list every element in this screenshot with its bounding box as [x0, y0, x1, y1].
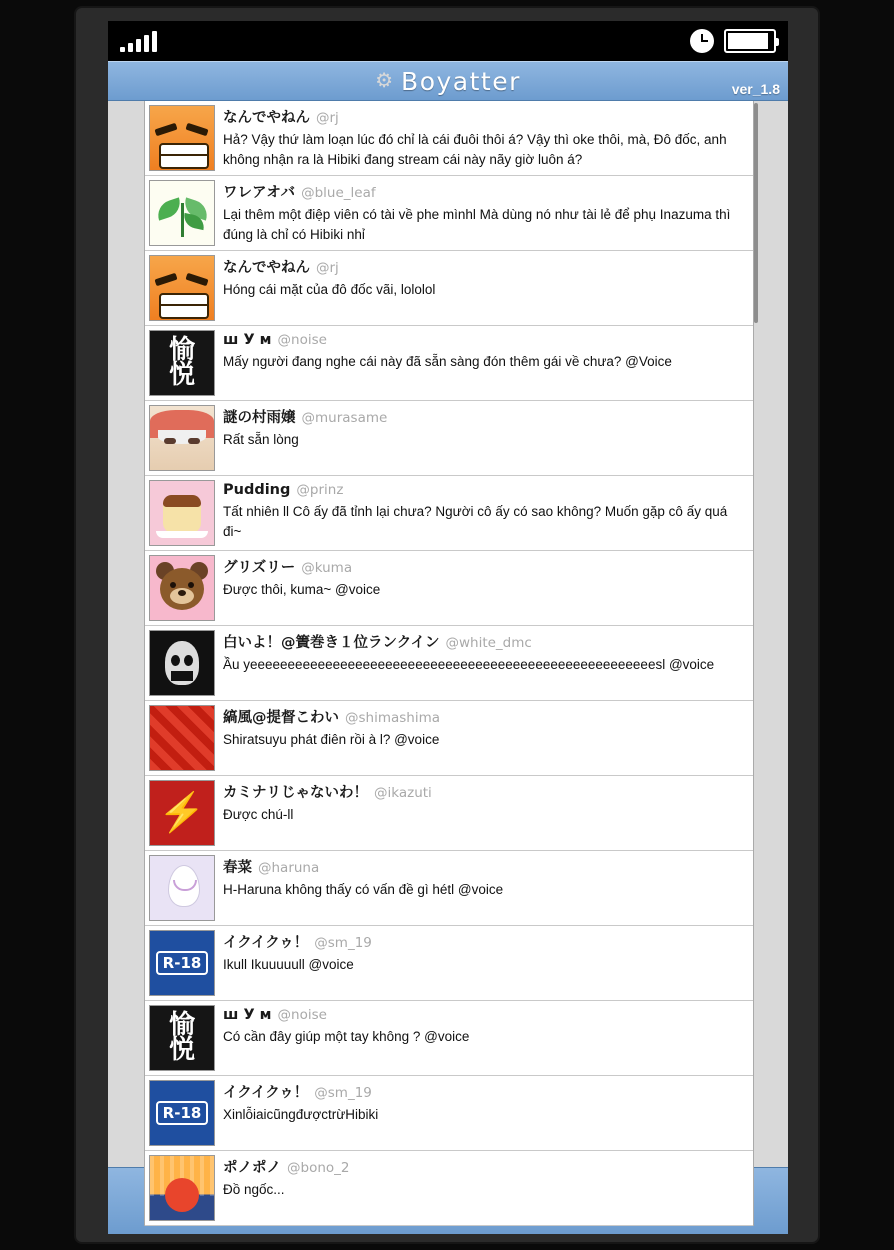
app-version-label: ver_1.8: [731, 81, 780, 97]
phone-device: [76, 8, 818, 1242]
tweet-body: [223, 630, 749, 696]
tweet-text: Được chú-ll: [223, 807, 294, 822]
r18-badge-avatar[interactable]: R-18: [149, 1080, 215, 1146]
tweet-author-handle[interactable]: @white_dmc: [445, 635, 532, 651]
clock-icon: [690, 29, 714, 53]
r18-badge-avatar[interactable]: R-18: [149, 930, 215, 996]
app-header: [108, 61, 788, 101]
tweet-author-name[interactable]: ポノポノ: [223, 1160, 281, 1176]
egg-avatar[interactable]: [149, 855, 215, 921]
tweet-header: [223, 631, 749, 652]
tweet-header: [223, 1081, 749, 1102]
status-bar: [108, 21, 788, 61]
kanji-yuetsu-avatar[interactable]: 愉 悦: [149, 1005, 215, 1071]
tweet-author-handle[interactable]: @noise: [277, 1007, 327, 1023]
tweet-header: [223, 1006, 749, 1024]
timeline-feed[interactable]: [108, 101, 788, 1197]
tweet-header: [223, 1156, 749, 1177]
tweet-text: Ikull Ikuuuuull @voice: [223, 957, 354, 972]
tweet-body: [223, 1155, 749, 1221]
angry-orange-face-avatar[interactable]: [149, 105, 215, 171]
tweet-author-name[interactable]: 縞風@提督こわい: [223, 710, 339, 726]
tweet-item[interactable]: [145, 1076, 753, 1151]
tweet-item[interactable]: [145, 176, 753, 251]
kanji-yuetsu-avatar[interactable]: 愉 悦: [149, 330, 215, 396]
app-title: Boyatter: [401, 66, 521, 96]
tweet-text: Mấy người đang nghe cái này đã sẵn sàng đón thêm gái về chưa? @Voice: [223, 354, 672, 369]
tweet-text: H-Haruna không thấy có vấn đề gì hétl @voice: [223, 882, 504, 897]
tweet-body: [223, 930, 749, 996]
tweet-author-name[interactable]: 謎の村雨嬢: [223, 410, 296, 426]
tweet-author-handle[interactable]: @rj: [316, 260, 339, 276]
gear-icon[interactable]: ⚙: [375, 70, 394, 92]
tweet-author-handle[interactable]: @shimashima: [345, 710, 441, 726]
tweet-item[interactable]: [145, 476, 753, 551]
tweet-author-name[interactable]: Pudding: [223, 482, 291, 498]
pudding-avatar[interactable]: [149, 480, 215, 546]
bear-avatar[interactable]: [149, 555, 215, 621]
tweet-header: [223, 856, 749, 877]
tweet-text: Rất sẵn lòng: [223, 432, 299, 447]
tweet-body: [223, 180, 749, 246]
tweet-author-name[interactable]: イクイクゥ！: [223, 1085, 309, 1101]
tweet-header: [223, 331, 749, 349]
tweet-author-handle[interactable]: @murasame: [301, 410, 388, 426]
phone-screen: [108, 21, 788, 1231]
tweet-text: Shiratsuyu phát điên rồi à l? @voice: [223, 732, 440, 747]
tweet-author-handle[interactable]: @kuma: [301, 560, 353, 576]
tweet-author-handle[interactable]: @blue_leaf: [301, 185, 376, 201]
tweet-item[interactable]: [145, 326, 753, 401]
tweet-text: Ầu yeeeeeeeeeeeeeeeeeeeeeeeeeeeeeeeeeeeeeeeeeeeeeeeeeeeeeesl @voice: [223, 657, 715, 672]
tweet-author-handle[interactable]: @bono_2: [287, 1160, 350, 1176]
tweet-author-name[interactable]: ш У м: [223, 1007, 272, 1023]
tweet-body: [223, 555, 749, 621]
tweet-text: Có cần đây giúp một tay không ? @voice: [223, 1029, 470, 1044]
red-stripes-avatar[interactable]: [149, 705, 215, 771]
tweet-body: [223, 1005, 749, 1071]
lightning-bolt-avatar[interactable]: ⚡: [149, 780, 215, 846]
tweet-author-name[interactable]: 白いよ！@簀巻き１位ランクイン: [223, 635, 440, 651]
tweet-item[interactable]: [145, 701, 753, 776]
tweet-header: [223, 181, 749, 202]
tweet-text: Lại thêm một điệp viên có tài về phe mìnhl Mà dùng nó như tài lẻ để phụ Inazuma thì đúng là chỉ có Hibiki nhỉ: [223, 207, 731, 242]
tweet-body: [223, 705, 749, 771]
timeline-list: [144, 101, 754, 1226]
tweet-body: [223, 330, 749, 396]
feed-scrollbar[interactable]: [754, 103, 758, 323]
tweet-body: [223, 480, 749, 546]
tweet-body: [223, 255, 749, 321]
tweet-text: XinlỗiaicũngđượctrừHibiki: [223, 1107, 379, 1122]
tweet-author-handle[interactable]: @noise: [277, 332, 327, 348]
tweet-author-handle[interactable]: @haruna: [258, 860, 320, 876]
tweet-author-name[interactable]: カミナリじゃないわ！: [223, 785, 368, 801]
tweet-author-handle[interactable]: @sm_19: [314, 935, 372, 951]
tweet-author-name[interactable]: なんでやねん: [223, 260, 310, 276]
tweet-body: [223, 780, 749, 846]
tweet-author-name[interactable]: なんでやねん: [223, 110, 310, 126]
tweet-header: [223, 256, 749, 277]
skull-avatar[interactable]: [149, 630, 215, 696]
tweet-header: [223, 106, 749, 127]
tweet-header: [223, 556, 749, 577]
tweet-text: Hả? Vậy thứ làm loạn lúc đó chỉ là cái đuôi thôi á? Vậy thì oke thôi, mà, Đô đốc, anh không nhận ra là Hibiki đang stream cái này nãy giờ luôn á?: [223, 132, 727, 167]
tweet-text: Hóng cái mặt của đô đốc vãi, lololol: [223, 282, 436, 297]
tweet-author-handle[interactable]: @sm_19: [314, 1085, 372, 1101]
tweet-author-name[interactable]: ш У м: [223, 332, 272, 348]
battery-icon: [724, 29, 776, 53]
tweet-header: [223, 781, 749, 802]
tweet-body: [223, 105, 749, 171]
tweet-author-name[interactable]: ワレアオバ: [223, 185, 296, 201]
tweet-item[interactable]: [145, 626, 753, 701]
murasame-girl-avatar[interactable]: [149, 405, 215, 471]
rising-sun-avatar[interactable]: [149, 1155, 215, 1221]
tweet-body: [223, 855, 749, 921]
tweet-author-handle[interactable]: @rj: [316, 110, 339, 126]
angry-orange-face-avatar[interactable]: [149, 255, 215, 321]
tweet-item[interactable]: [145, 926, 753, 1001]
tweet-item[interactable]: [145, 551, 753, 626]
status-right-group: [690, 29, 776, 53]
tweet-header: [223, 931, 749, 952]
tweet-body: [223, 1080, 749, 1146]
tweet-author-handle[interactable]: @prinz: [296, 482, 344, 498]
tweet-body: [223, 405, 749, 471]
tweet-item[interactable]: [145, 1001, 753, 1076]
tweet-header: [223, 706, 749, 727]
tweet-item[interactable]: [145, 851, 753, 926]
green-leaf-avatar[interactable]: [149, 180, 215, 246]
tweet-text: Được thôi, kuma~ @voice: [223, 582, 381, 597]
tweet-header: [223, 481, 749, 499]
tweet-author-handle[interactable]: @ikazuti: [374, 785, 432, 801]
tweet-author-name[interactable]: グリズリー: [223, 560, 296, 576]
tweet-item[interactable]: [145, 251, 753, 326]
tweet-item[interactable]: [145, 401, 753, 476]
tweet-text: Đồ ngốc...: [223, 1182, 285, 1197]
tweet-text: Tất nhiên ll Cô ấy đã tỉnh lại chưa? Người cô ấy có sao không? Muốn gặp cô ấy quá đi~: [223, 504, 728, 539]
tweet-author-name[interactable]: 春菜: [223, 860, 252, 876]
tweet-item[interactable]: [145, 101, 753, 176]
signal-strength-icon: [120, 30, 157, 52]
tweet-header: [223, 406, 749, 427]
tweet-item[interactable]: [145, 1151, 753, 1226]
tweet-author-name[interactable]: イクイクゥ！: [223, 935, 309, 951]
tweet-item[interactable]: [145, 776, 753, 851]
